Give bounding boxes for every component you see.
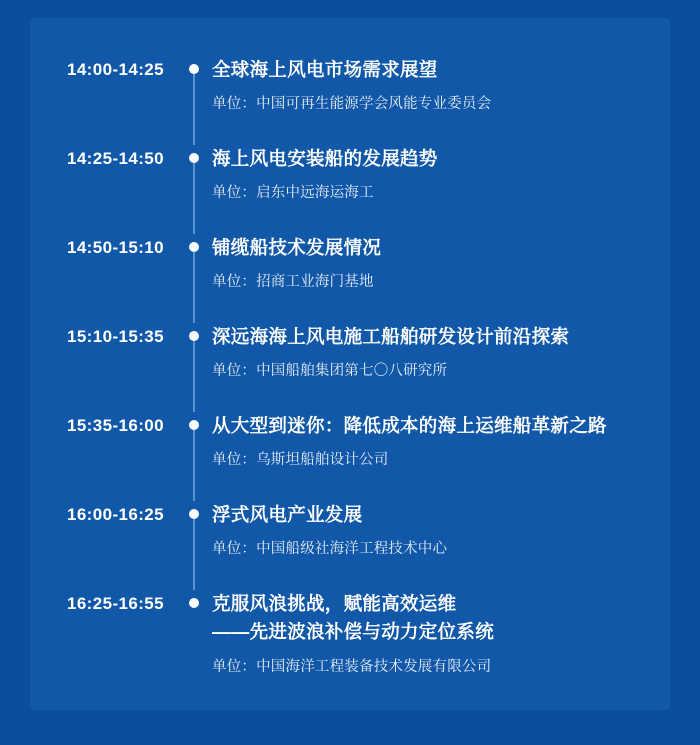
session-title: 从大型到迷你：降低成本的海上运维船革新之路 xyxy=(212,415,607,436)
timeline-connector-line xyxy=(193,153,195,234)
session-time: 15:35-16:00 xyxy=(66,416,164,435)
session-organization: 单位：中国可再生能源学会风能专业委员会 xyxy=(212,96,492,112)
schedule-list xyxy=(30,18,670,708)
session-title: 铺缆船技术发展情况 xyxy=(212,237,382,258)
timeline-dot-icon xyxy=(189,509,199,519)
timeline-dot-icon xyxy=(189,242,199,252)
session-organization: 单位：中国海洋工程装备技术发展有限公司 xyxy=(212,659,492,675)
timeline-dot-icon xyxy=(189,598,199,608)
session-content xyxy=(212,234,670,293)
session-time: 15:10-15:35 xyxy=(66,327,164,346)
timeline-marker-column xyxy=(180,56,212,115)
session-content xyxy=(212,56,670,115)
timeline-marker-column xyxy=(180,234,212,293)
timeline-marker-column xyxy=(180,590,212,678)
timeline-dot-icon xyxy=(189,331,199,341)
timeline-connector-line xyxy=(193,509,195,590)
schedule-row xyxy=(30,323,670,412)
schedule-row xyxy=(30,56,670,145)
session-title: 克服风浪挑战，赋能高效运维 xyxy=(212,593,457,614)
timeline-connector-line xyxy=(193,331,195,412)
session-organization: 单位：中国船舶集团第七〇八研究所 xyxy=(212,363,448,379)
timeline-dot-icon xyxy=(189,420,199,430)
session-title: 海上风电安装船的发展趋势 xyxy=(212,148,438,169)
session-content xyxy=(212,590,670,678)
timeline-dot-icon xyxy=(189,153,199,163)
session-organization: 单位：乌斯坦船舶设计公司 xyxy=(212,452,389,468)
timeline-marker-column xyxy=(180,412,212,471)
session-organization: 单位：启东中远海运海工 xyxy=(212,185,374,201)
session-time: 14:50-15:10 xyxy=(66,238,164,257)
schedule-row xyxy=(30,412,670,501)
timeline-connector-line xyxy=(193,242,195,323)
session-content xyxy=(212,501,670,560)
agenda-panel xyxy=(30,18,670,710)
session-time: 16:25-16:55 xyxy=(66,594,164,613)
session-organization: 单位：招商工业海门基地 xyxy=(212,274,374,290)
session-content xyxy=(212,412,670,471)
schedule-row xyxy=(30,501,670,590)
schedule-row xyxy=(30,590,670,708)
session-title: 浮式风电产业发展 xyxy=(212,504,363,525)
timeline-dot-icon xyxy=(189,64,199,74)
session-content xyxy=(212,323,670,382)
session-subtitle: ——先进波浪补偿与动力定位系统 xyxy=(212,621,495,642)
timeline-connector-line xyxy=(193,64,195,145)
session-title: 全球海上风电市场需求展望 xyxy=(212,59,438,80)
session-time: 16:00-16:25 xyxy=(66,505,164,524)
schedule-row xyxy=(30,234,670,323)
session-title: 深远海海上风电施工船舶研发设计前沿探索 xyxy=(212,326,570,347)
timeline-marker-column xyxy=(180,323,212,382)
session-time: 14:00-14:25 xyxy=(66,60,164,79)
session-organization: 单位：中国船级社海洋工程技术中心 xyxy=(212,541,448,557)
schedule-row xyxy=(30,145,670,234)
timeline-marker-column xyxy=(180,145,212,204)
timeline-marker-column xyxy=(180,501,212,560)
session-time: 14:25-14:50 xyxy=(66,149,164,168)
session-content xyxy=(212,145,670,204)
timeline-connector-line xyxy=(193,420,195,501)
